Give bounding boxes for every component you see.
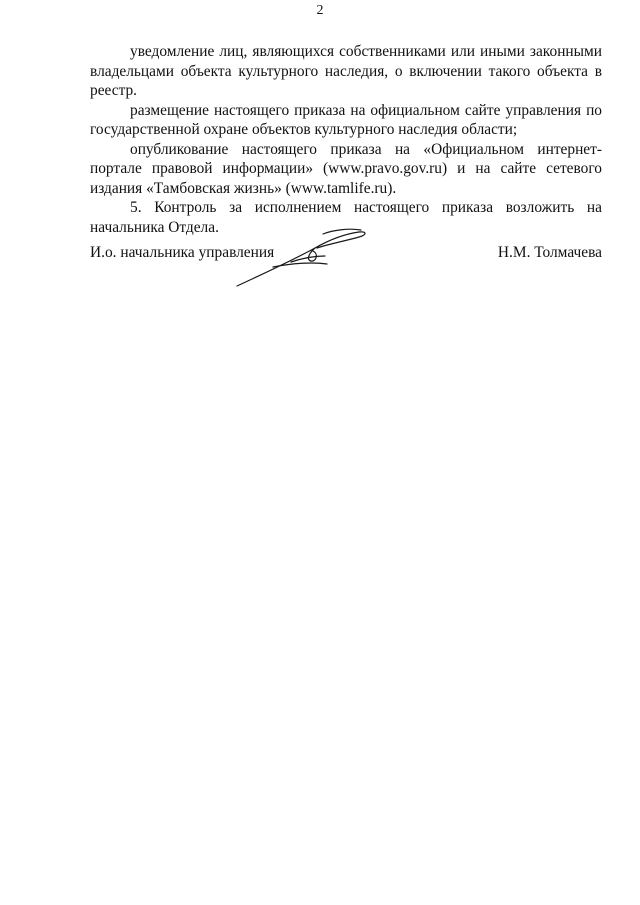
paragraph-control: 5. Контроль за исполнением настоящего приказа возложить на начальника Отдела. — [90, 199, 602, 236]
paragraph-publication: опубликование настоящего приказа на «Официальном интернет-портале правовой информации» (www.pravo.gov.ru) и на сайте сетевого издания «Тамбовская жизнь» (www.tamlife.ru). — [90, 140, 602, 197]
paragraph-website-posting: размещение настоящего приказа на официальном сайте управления по государственной охране объектов культурного наследия области; — [90, 101, 602, 138]
handwritten-signature — [233, 226, 373, 290]
signatory-title: И.о. начальника управления — [90, 244, 275, 261]
signature-block — [90, 244, 602, 294]
signatory-name: Н.М. Толмачева — [497, 244, 602, 261]
paragraph-owner-notification: уведомление лиц, являющихся собственниками или иными законными владельцами объекта культурного наследия, о включении такого объекта в реестр. — [90, 43, 602, 99]
page-number: 2 — [316, 3, 324, 18]
document-body — [90, 42, 602, 237]
